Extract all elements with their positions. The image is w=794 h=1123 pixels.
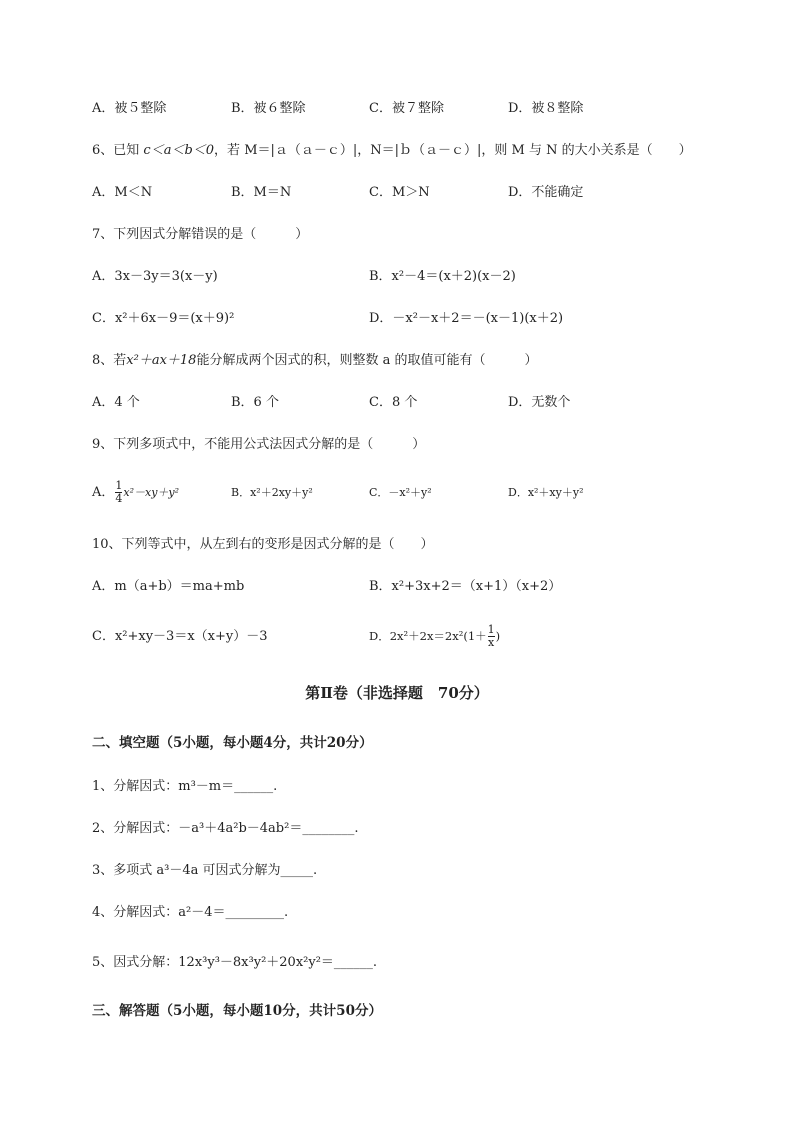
fill-question-2: 2、分解因式：－a³＋4a²b－4ab²＝________.	[92, 821, 359, 836]
q6-condition: c＜a＜b＜0	[143, 143, 215, 158]
question-8	[92, 352, 537, 370]
q10-option-d-fraction	[488, 624, 495, 649]
q8-text-b: 能分解成两个因式的积，则整数 a 的取值可能有（ ）	[196, 353, 538, 368]
q6-option-c: C．M＞N	[369, 185, 430, 200]
question-9: 9、下列多项式中，不能用公式法因式分解的是（ ）	[92, 437, 426, 452]
part-2-title: 第Ⅱ卷（非选择题 70分）	[305, 684, 489, 702]
q5-option-b: B．被６整除	[231, 101, 306, 116]
q8-expression: x²＋ax＋18	[126, 353, 197, 368]
q9-option-a-denominator: 4	[115, 492, 123, 505]
q10-option-d-denominator: x	[488, 636, 495, 649]
q8-option-b: B．6 个	[231, 395, 279, 410]
q6-text-c: ，则 M 与 N 的大小关系是（ ）	[481, 143, 692, 158]
q10-option-a: A．m（a+b）＝ma+mb	[92, 579, 245, 594]
q6-m-definition: M＝|ａ（ａ－ｃ）|，N＝|ｂ（ａ－ｃ）|	[244, 143, 482, 158]
fill-question-4: 4、分解因式：a²－4＝_________.	[92, 905, 289, 920]
q9-option-a-numerator: 1	[115, 479, 123, 492]
q10-option-b: B．x²+3x+2＝（x+1）（x+2）	[369, 579, 562, 594]
q7-option-d: D．－x²－x＋2＝－(x－1)(x＋2)	[369, 311, 564, 326]
fill-question-1: 1、分解因式：m³－m＝______.	[92, 779, 278, 794]
q9-option-a-prefix: A．	[92, 485, 115, 500]
q8-text-a: 8、若	[92, 353, 127, 368]
q10-option-d-numerator: 1	[487, 623, 495, 636]
q9-option-a	[92, 478, 179, 508]
q8-option-d: D．无数个	[508, 395, 571, 410]
q9-option-a-expression: x²－xy＋y²	[123, 486, 180, 499]
q6-text-a: 已知	[113, 143, 144, 158]
q10-option-c: C．x²+xy－3＝x（x+y）－3	[92, 629, 268, 644]
q7-option-c: C．x²＋6x－9＝(x＋9)²	[92, 311, 235, 326]
question-6	[92, 142, 692, 160]
q9-option-d: D．x²＋xy＋y²	[508, 486, 584, 499]
q9-option-a-fraction	[115, 480, 122, 505]
q10-option-d-prefix: D．2x²＋2x＝2x²(1＋	[369, 629, 487, 643]
q8-option-c: C．8 个	[369, 395, 418, 410]
q5-option-d: D．被８整除	[508, 101, 584, 116]
q6-option-b: B．M＝N	[231, 185, 292, 200]
q5-option-a: A．被５整除	[92, 101, 167, 116]
q6-option-a: A．M＜N	[92, 185, 153, 200]
fill-question-5: 5、因式分解：12x³y³－8x³y²＋20x²y²＝______.	[92, 955, 378, 970]
question-10: 10、下列等式中，从左到右的变形是因式分解的是（ ）	[92, 537, 434, 552]
section-3-heading: 三、解答题（5小题，每小题10分，共计50分）	[92, 1003, 382, 1019]
q7-option-b: B．x²－4＝(x＋2)(x－2)	[369, 269, 516, 284]
q10-option-d-suffix: )	[495, 629, 501, 643]
q9-option-b: B．x²＋2xy＋y²	[231, 486, 313, 499]
q5-option-c: C．被７整除	[369, 101, 444, 116]
q6-number: 6、	[92, 143, 114, 158]
q6-text-b: ，若	[214, 143, 245, 158]
section-2-heading: 二、填空题（5小题，每小题4分，共计20分）	[92, 735, 373, 751]
q8-option-a: A．4 个	[92, 395, 140, 410]
q7-option-a: A．3x－3y＝3(x－y)	[92, 269, 218, 284]
fill-question-3: 3、多项式 a³－4a 可因式分解为_____.	[92, 863, 318, 878]
q6-option-d: D．不能确定	[508, 185, 584, 200]
q10-option-d	[369, 620, 500, 653]
question-7: 7、下列因式分解错误的是（ ）	[92, 227, 309, 242]
q9-option-c: C．－x²＋y²	[369, 486, 432, 499]
